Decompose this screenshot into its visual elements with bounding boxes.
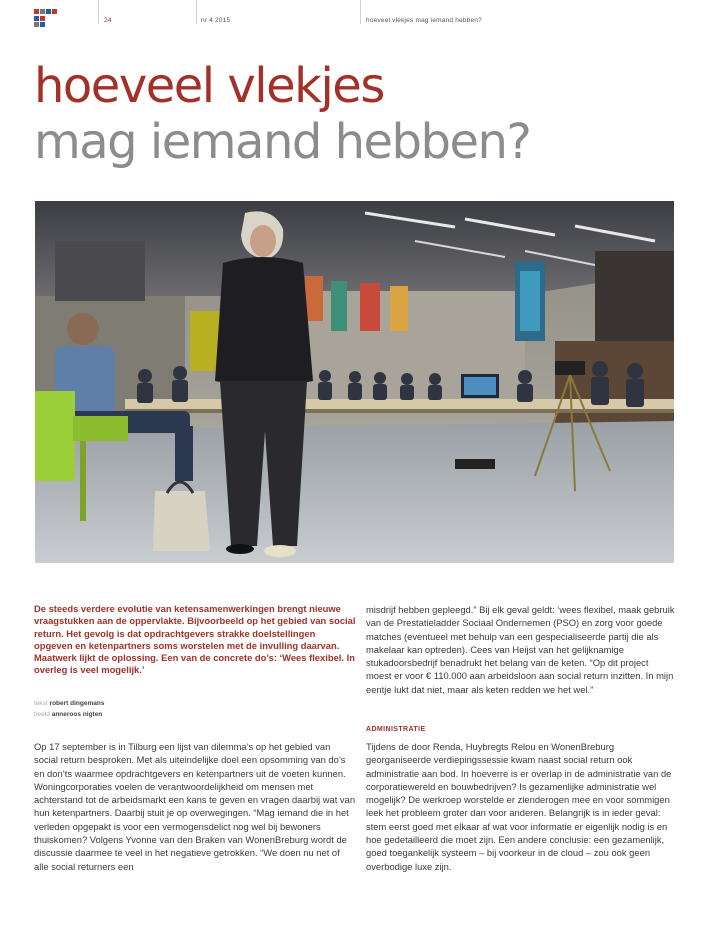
page-title-line-2: mag iemand hebben?: [34, 114, 531, 170]
issue-label: nr 4 2015: [201, 17, 231, 24]
header-divider: [360, 0, 361, 24]
article-lead: De steeds verdere evolutie van ketensamenwerkingen brengt nieuwe vraagstukken aan de oppervlakte. Bijvoorbeeld op het gebied van social return. Het gevolg is dat opdrachtgevers strakke doelstellingen opgeven en ketenpartners soms worstelen met de invulling daarvan. Maatwerk lijkt de oplossing. Een van de concrete do’s: ‘Wees flexibel. In overleg is veel mogelijk.’: [34, 603, 356, 676]
page-number: 24: [104, 17, 112, 24]
article-body-right-top: misdrijf hebben gepleegd.” Bij elk geval geldt: ‘wees flexibel, maak gebruik van de Prestatieladder Sociaal Ondernemen (PSO) en zorg voor goede matches (eventueel met behulp van een gespecialiseerde partij die als makelaar kan optreden). Cees van Heijst van het gelijknamige stukadoorsbedrijf benadrukt het belang van de keten. “Op dit project moest er voor € 110.000 aan arbeidsloon aan social return inzitten. In mijn eentje lukt dat niet, maar als keten redden we het wel.”: [366, 604, 675, 695]
magazine-logo: [34, 9, 58, 27]
credit-text: tekst robert dingemans: [34, 700, 105, 707]
running-title: hoeveel vlekjes mag iemand hebben?: [366, 17, 482, 24]
header-divider: [98, 0, 99, 24]
article-body-left: Op 17 september is in Tilburg een lijst van dilemma’s op het gebied van social return besproken. Met als uiteindelijke doel een opsomming van do’s en don’ts waarmee opdrachtgevers en ketenpartners uit de voeten kunnen. Woningcorporaties voelen de verantwoordelijkheid om mensen met achterstand tot de arbeidsmarkt een kans te geven en vragen daarbij wat van hun ketenpartners. Daarbij stuit je op overwegingen. “Mag iemand die in het verleden opgepakt is voor een vermogensdelict nog wel bij bewoners thuiskomen? Volgens Yvonne van den Braken van WonenBreburg wordt de discussie daarmee te veel in het negatieve getrokken. “We doen nu net of alle social returners een: [34, 741, 356, 872]
section-heading: ADMINISTRATIE: [366, 726, 426, 733]
meeting-photo: [35, 201, 674, 563]
article-body-right-bottom: Tijdens de door Renda, Huybregts Relou en WonenBreburg georganiseerde verdiepingssessie kwam naast social return ook administratie aan bod. In hoeverre is er overlap in de administratie van de corporatiewereld en bouwbedrijven? Is gezamenlijke administratie wel mogelijk? De werkroep worstelde er zienderogen mee en voor sommigen leek het probleem groter dan voor anderen. Belangrijk is in ieder geval: stem eerst goed met elkaar af wat voor informatie er eigenlijk nodig is en hoe gedetailleerd die moet zijn. Een andere conclusie: een gezamenlijk, goed toegankelijk systeem – bij voorkeur in de cloud – zou ook geen overbodige luxe zijn.: [366, 741, 672, 872]
header-divider: [196, 0, 197, 24]
credit-image: beeld anneroos nigten: [34, 711, 103, 718]
page-title-line-1: hoeveel vlekjes: [34, 58, 384, 114]
